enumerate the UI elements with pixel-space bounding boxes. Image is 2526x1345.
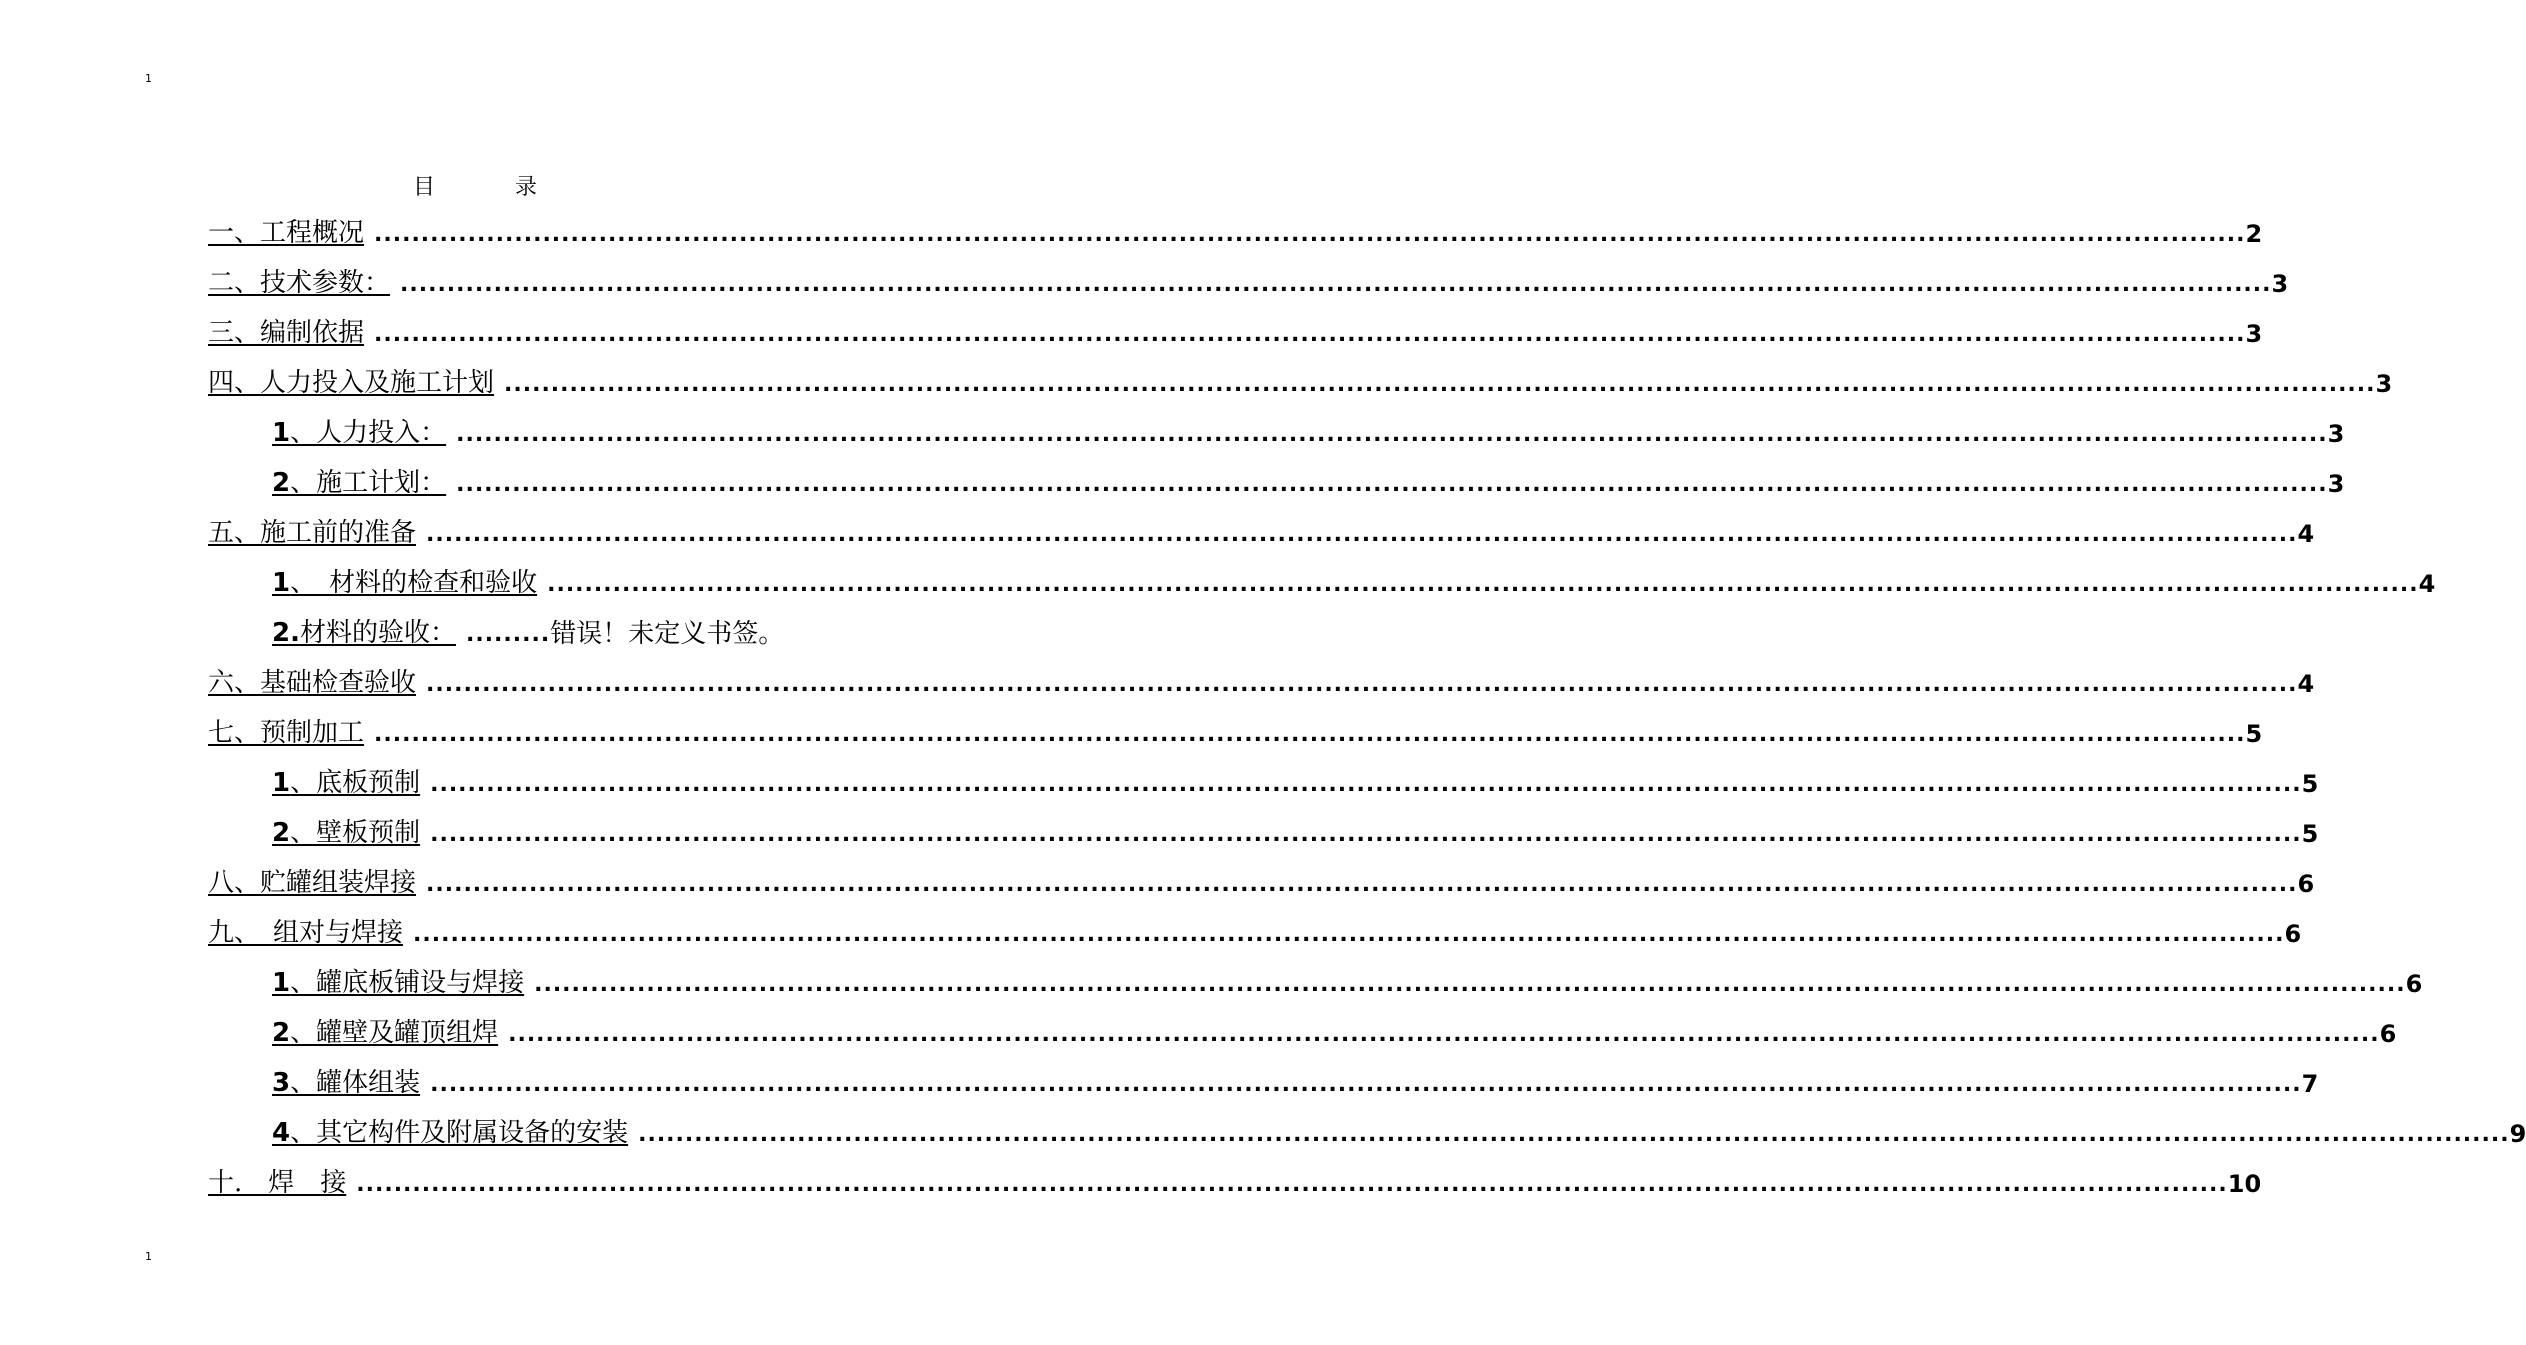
toc-entry-page: 4 xyxy=(2418,570,2436,598)
toc-entry[interactable] xyxy=(272,460,2345,500)
toc-entry[interactable] xyxy=(208,510,2315,550)
toc-entry-label[interactable] xyxy=(208,516,422,550)
toc-entry-text: 三、编制依据 xyxy=(208,318,365,348)
toc-entry-number: 2 xyxy=(272,468,291,498)
toc-entry[interactable] xyxy=(208,1160,2262,1200)
toc-entry-page: 6 xyxy=(2284,920,2302,948)
toc-entry-number: 1 xyxy=(272,768,291,798)
toc-entry-label[interactable] xyxy=(208,216,370,250)
toc-dot-leader: ........................................................................................................................................................................................................ xyxy=(356,1172,2228,1197)
toc-entry-page: 5 xyxy=(2245,720,2263,748)
toc-entry-label[interactable] xyxy=(208,1166,352,1200)
toc-entry-number: 1 xyxy=(272,418,291,448)
toc-entry-page: 2 xyxy=(2245,220,2263,248)
toc-entry-page: 10 xyxy=(2227,1170,2262,1198)
toc-entry-text: 、 材料的检查和验收 xyxy=(290,568,538,598)
toc-entry-page: 错误！未定义书签。 xyxy=(550,619,785,649)
toc-entry-label[interactable] xyxy=(208,916,409,950)
toc-entry-label[interactable] xyxy=(272,766,426,800)
toc-entry-page: 6 xyxy=(2379,1020,2397,1048)
toc-entry-page: 9 xyxy=(2509,1120,2526,1148)
toc-title xyxy=(0,170,950,201)
toc-entry-text: 二、技术参数： xyxy=(208,268,391,298)
toc-entry[interactable] xyxy=(208,260,2289,300)
toc-entry-label[interactable] xyxy=(272,1116,634,1150)
toc-entry[interactable] xyxy=(208,310,2263,350)
toc-dot-leader: ........................................................................................................................................................................................................ xyxy=(374,722,2246,747)
toc-entry-label[interactable] xyxy=(272,966,530,1000)
toc-entry-label[interactable] xyxy=(208,266,396,300)
toc-dot-leader: ........................................................................................................................................................................................................ xyxy=(374,222,2246,247)
toc-entry[interactable] xyxy=(272,760,2319,800)
toc-dot-leader: ........................................................................................................................................................................................................ xyxy=(456,422,2328,447)
toc-entry-label[interactable] xyxy=(272,466,452,500)
toc-dot-leader: ........................................................................................................................................................................................................ xyxy=(400,272,2272,297)
toc-entry-page: 3 xyxy=(2327,420,2345,448)
toc-entry-text: 五、施工前的准备 xyxy=(208,518,417,548)
toc-entry-number: 4 xyxy=(272,1118,291,1148)
toc-entry[interactable] xyxy=(272,960,2423,1000)
toc-entry-label[interactable] xyxy=(272,566,543,600)
toc-entry-text: 、壁板预制 xyxy=(290,818,421,848)
toc-entry-label[interactable] xyxy=(272,816,426,850)
toc-dot-leader: ........................................................................................................................................................................................................ xyxy=(547,572,2419,597)
toc-entry-text: 四、人力投入及施工计划 xyxy=(208,368,495,398)
toc-dot-leader: ........................................................................................................................................................................................................ xyxy=(430,822,2302,847)
toc-entry-page: 5 xyxy=(2301,770,2319,798)
toc-entry[interactable] xyxy=(272,410,2345,450)
toc-entry-text: 七、预制加工 xyxy=(208,718,365,748)
toc-entry-text: 六、基础检查验收 xyxy=(208,668,417,698)
toc-entry[interactable] xyxy=(272,1010,2397,1050)
toc-dot-leader: ........................................................................................................................................................................................................ xyxy=(426,872,2298,897)
toc-dot-leader: ........................................................................................................................................................................................................ xyxy=(638,1122,2510,1147)
toc-entry-page: 4 xyxy=(2297,520,2315,548)
toc-dot-leader: ........................................................................................................................................................................................................ xyxy=(413,922,2285,947)
toc-entry-label[interactable] xyxy=(208,316,370,350)
toc-entry-number: 2. xyxy=(272,618,300,648)
toc-entry-page: 4 xyxy=(2297,670,2315,698)
toc-entry-number: 3 xyxy=(272,1068,291,1098)
toc-dot-leader: ........................................................................................................................................................................................................ xyxy=(426,522,2298,547)
toc-entry-number: 1 xyxy=(272,968,291,998)
toc-entry-text: 材料的验收： xyxy=(299,618,456,648)
toc-entry-number: 2 xyxy=(272,1018,291,1048)
toc-entry[interactable] xyxy=(208,360,2393,400)
toc-entry-page: 6 xyxy=(2297,870,2315,898)
toc-entry-number: 2 xyxy=(272,818,291,848)
toc-entry-page: 6 xyxy=(2405,970,2423,998)
toc-dot-leader: ........................................................................................................................................................................................................ xyxy=(426,672,2298,697)
toc-entry-number: 1 xyxy=(272,568,291,598)
toc-entry-label[interactable] xyxy=(272,416,452,450)
toc-entry-text: 、人力投入： xyxy=(290,418,447,448)
toc-entry[interactable] xyxy=(272,1110,2526,1150)
toc-dot-leader: ........................................................................................................................................................................................................ xyxy=(430,772,2302,797)
toc-entry-label[interactable] xyxy=(208,666,422,700)
toc-entry[interactable] xyxy=(272,1060,2319,1100)
toc-entry-page: 3 xyxy=(2245,320,2263,348)
toc-entry-page: 7 xyxy=(2301,1070,2319,1098)
toc-entry-page: 5 xyxy=(2301,820,2319,848)
toc-entry-label[interactable] xyxy=(208,866,422,900)
toc-entry[interactable] xyxy=(208,210,2263,250)
toc-dot-leader: ........................................................................................................................................................................................................ xyxy=(504,372,2376,397)
toc-entry-label[interactable] xyxy=(208,366,500,400)
header-page-number: 1 xyxy=(145,72,152,85)
toc-entry-label[interactable] xyxy=(208,716,370,750)
toc-dot-leader: ......... xyxy=(465,622,551,647)
toc-entry[interactable] xyxy=(272,610,860,650)
toc-entry-text: 十. 焊 接 xyxy=(208,1168,347,1198)
toc-entry-text: 八、贮罐组装焊接 xyxy=(208,868,417,898)
toc-entry-label[interactable] xyxy=(272,1016,504,1050)
toc-entry-text: 、罐体组装 xyxy=(290,1068,421,1098)
toc-dot-leader: ........................................................................................................................................................................................................ xyxy=(508,1022,2380,1047)
toc-entry-text: 一、工程概况 xyxy=(208,218,365,248)
toc-entry-page: 3 xyxy=(2271,270,2289,298)
toc-entry-text: 、罐壁及罐顶组焊 xyxy=(290,1018,499,1048)
toc-entry[interactable] xyxy=(208,910,2302,950)
toc-entry[interactable] xyxy=(272,810,2319,850)
toc-entry-page: 3 xyxy=(2327,470,2345,498)
toc-dot-leader: ........................................................................................................................................................................................................ xyxy=(374,322,2246,347)
toc-entry-text: 九、 组对与焊接 xyxy=(208,918,404,948)
toc-entry-label[interactable] xyxy=(272,616,462,650)
toc-entry-text: 、施工计划： xyxy=(290,468,447,498)
toc-entry[interactable] xyxy=(208,860,2315,900)
toc-entry-label[interactable] xyxy=(272,1066,426,1100)
toc-dot-leader: ........................................................................................................................................................................................................ xyxy=(456,472,2328,497)
toc-entry[interactable] xyxy=(272,560,2436,600)
toc-dot-leader: ........................................................................................................................................................................................................ xyxy=(534,972,2406,997)
toc-entry-text: 、其它构件及附属设备的安装 xyxy=(290,1118,629,1148)
toc-title-char-2: 录 xyxy=(515,175,538,200)
toc-dot-leader: ........................................................................................................................................................................................................ xyxy=(430,1072,2302,1097)
toc-entry-page: 3 xyxy=(2375,370,2393,398)
toc-entry[interactable] xyxy=(208,710,2263,750)
toc-title-char-1: 目 xyxy=(412,175,435,200)
toc-entry[interactable] xyxy=(208,660,2315,700)
toc-entry-text: 、底板预制 xyxy=(290,768,421,798)
toc-entry-text: 、罐底板铺设与焊接 xyxy=(290,968,525,998)
footer-page-number: 1 xyxy=(145,1250,152,1263)
